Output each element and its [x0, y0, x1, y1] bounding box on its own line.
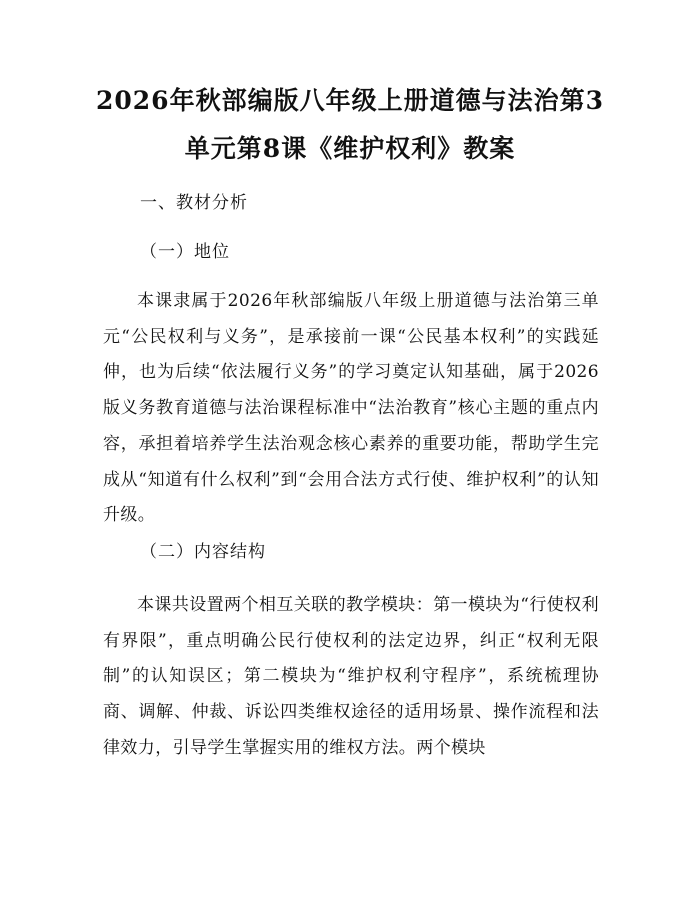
- document-title-line-1: 2026年秋部编版八年级上册道德与法治第3: [96, 86, 604, 115]
- paragraph-content-structure: 本课共设置两个相互关联的教学模块：第一模块为“行使权利有界限”，重点明确公民行使权利的法定边界，纠正“权利无限制”的认知误区；第二模块为“维护权利守程序”，系统梳理协商、调解、仲裁、诉讼四类维权途径的适用场景、操作流程和法律效力，引导学生掌握实用的维权方法。两个模块: [103, 595, 599, 758]
- subsection-heading-content-structure: （二）内容结构: [140, 542, 266, 562]
- subsection-heading-position: （一）地位: [140, 242, 230, 262]
- section-heading-textbook-analysis: 一、教材分析: [140, 193, 248, 213]
- document-title-line-2: 单元第8课《维护权利》教案: [184, 134, 516, 163]
- paragraph-position: 本课隶属于2026年秋部编版八年级上册道德与法治第三单元“公民权利与义务”，是承接前一课“公民基本权利”的实践延伸，也为后续“依法履行义务”的学习奠定认知基础，属于2026版义务教育道德与法治课程标准中“法治教育”核心主题的重点内容，承担着培养学生法治观念核心素养的重要功能，帮助学生完成从“知道有什么权利”到“会用合法方式行使、维护权利”的认知升级。: [103, 291, 599, 526]
